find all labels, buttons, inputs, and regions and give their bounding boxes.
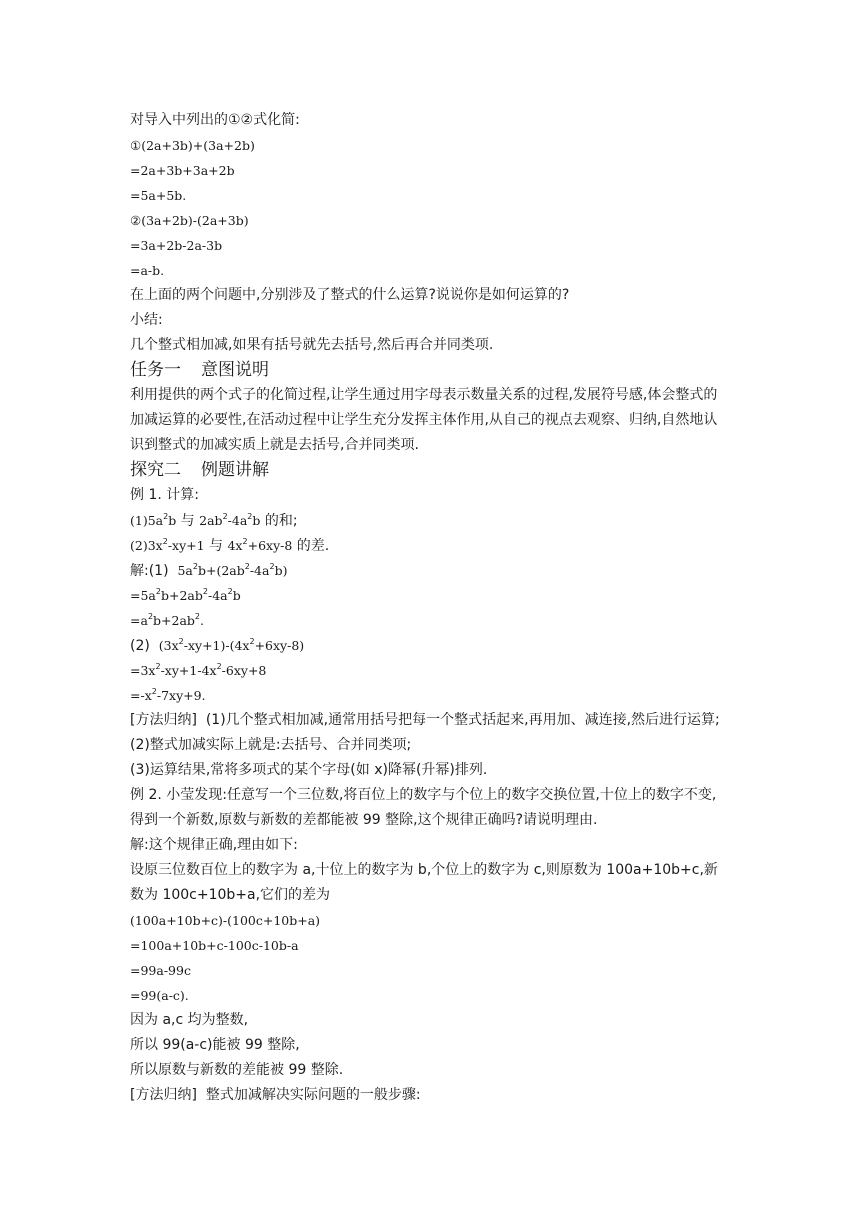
eq2-line: =3a+2b-2a-3b (130, 238, 223, 253)
task1-heading (130, 357, 730, 383)
example1-method1: [方法归纳] (1)几个整式相加减,通常用括号把每一个整式括起来,再用加、减连接,然后进行运算; (130, 712, 720, 728)
example1-sol2: (2) $(3x^2-xy+1)-(4x^2+6xy-8)$ (130, 637, 305, 654)
explore2-heading-a: 探究二 (130, 460, 181, 480)
task1-heading-a: 任务一 (130, 360, 181, 380)
example1-sol2-step: $=3x^2-xy+1-4x^2-6xy+8$ (130, 662, 267, 678)
eq2-line: =a-b. (130, 263, 165, 278)
summary-label: 小结: (130, 312, 163, 328)
question-line: 在上面的两个问题中,分别涉及了整式的什么运算?说说你是如何运算的? (130, 287, 570, 303)
example1-method3: (3)运算结果,常将多项式的某个字母(如 x)降幂(升幂)排列. (130, 762, 488, 778)
example1-title: 例 1. 计算: (130, 487, 199, 503)
example2-step: =100a+10b+c-100c-10b-a (130, 938, 299, 953)
eq1-line: =5a+5b. (130, 188, 187, 203)
example1-sol1-result: $=a^2b+2ab^2$. (130, 612, 204, 628)
document-page (130, 108, 730, 1108)
example2-step: =99a-99c (130, 963, 191, 978)
example1-sol1: 解:(1) $5a^2b+(2ab^2-4a^2b)$ (130, 562, 288, 579)
example1-method2: (2)整式加减实际上就是:去括号、合并同类项; (130, 737, 412, 753)
explore2-heading (130, 457, 730, 483)
example1-sol2-result: $=-x^2-7xy+9$. (130, 687, 206, 703)
task1-body: 利用提供的两个式子的化简过程,让学生通过用字母表示数量关系的过程,发展符号感,体会整式的加减运算的必要性,在活动过程中让学生充分发挥主体作用,从自己的视点去观察、归纳,自然地认识到整式的加减实质上就是去括号,合并同类项. (130, 387, 718, 453)
summary-text: 几个整式相加减,如果有括号就先去括号,然后再合并同类项. (130, 337, 494, 353)
eq2-line: ②(3a+2b)-(2a+3b) (130, 213, 249, 228)
task1-heading-b: 意图说明 (201, 360, 269, 380)
example2-title: 例 2. 小莹发现:任意写一个三位数,将百位上的数字与个位上的数字交换位置,十位上的数字不变,得到一个新数,原数与新数的差都能被 99 整除,这个规律正确吗?请说明理由. (130, 787, 717, 828)
example2-sol: 解:这个规律正确,理由如下: (130, 837, 298, 853)
example2-step: =99(a-c). (130, 988, 189, 1003)
example2-step: (100a+10b+c)-(100c+10b+a) (130, 913, 321, 928)
example2-reason: 所以 99(a-c)能被 99 整除, (130, 1037, 300, 1053)
eq1-line: ①(2a+3b)+(3a+2b) (130, 138, 255, 153)
example2-method: [方法归纳] 整式加减解决实际问题的一般步骤: (130, 1087, 421, 1103)
example1-q2: $(2)3x^2-xy+1$ 与 $4x^2+6xy-8$ 的差. (130, 537, 330, 554)
example2-reason: 因为 a,c 均为整数, (130, 1012, 249, 1028)
example2-setup: 设原三位数百位上的数字为 a,十位上的数字为 b,个位上的数字为 c,则原数为 100a+10b+c,新数为 100c+10b+a,它们的差为 (130, 862, 718, 903)
example2-reason: 所以原数与新数的差能被 99 整除. (130, 1062, 344, 1078)
eq1-line: =2a+3b+3a+2b (130, 163, 235, 178)
example1-sol1-step: $=5a^2b+2ab^2-4a^2b$ (130, 587, 241, 603)
intro-line: 对导入中列出的①②式化简: (130, 112, 300, 128)
example1-q1: $(1)5a^2b$ 与 $2ab^2-4a^2b$ 的和; (130, 512, 298, 529)
explore2-heading-b: 例题讲解 (201, 460, 269, 480)
